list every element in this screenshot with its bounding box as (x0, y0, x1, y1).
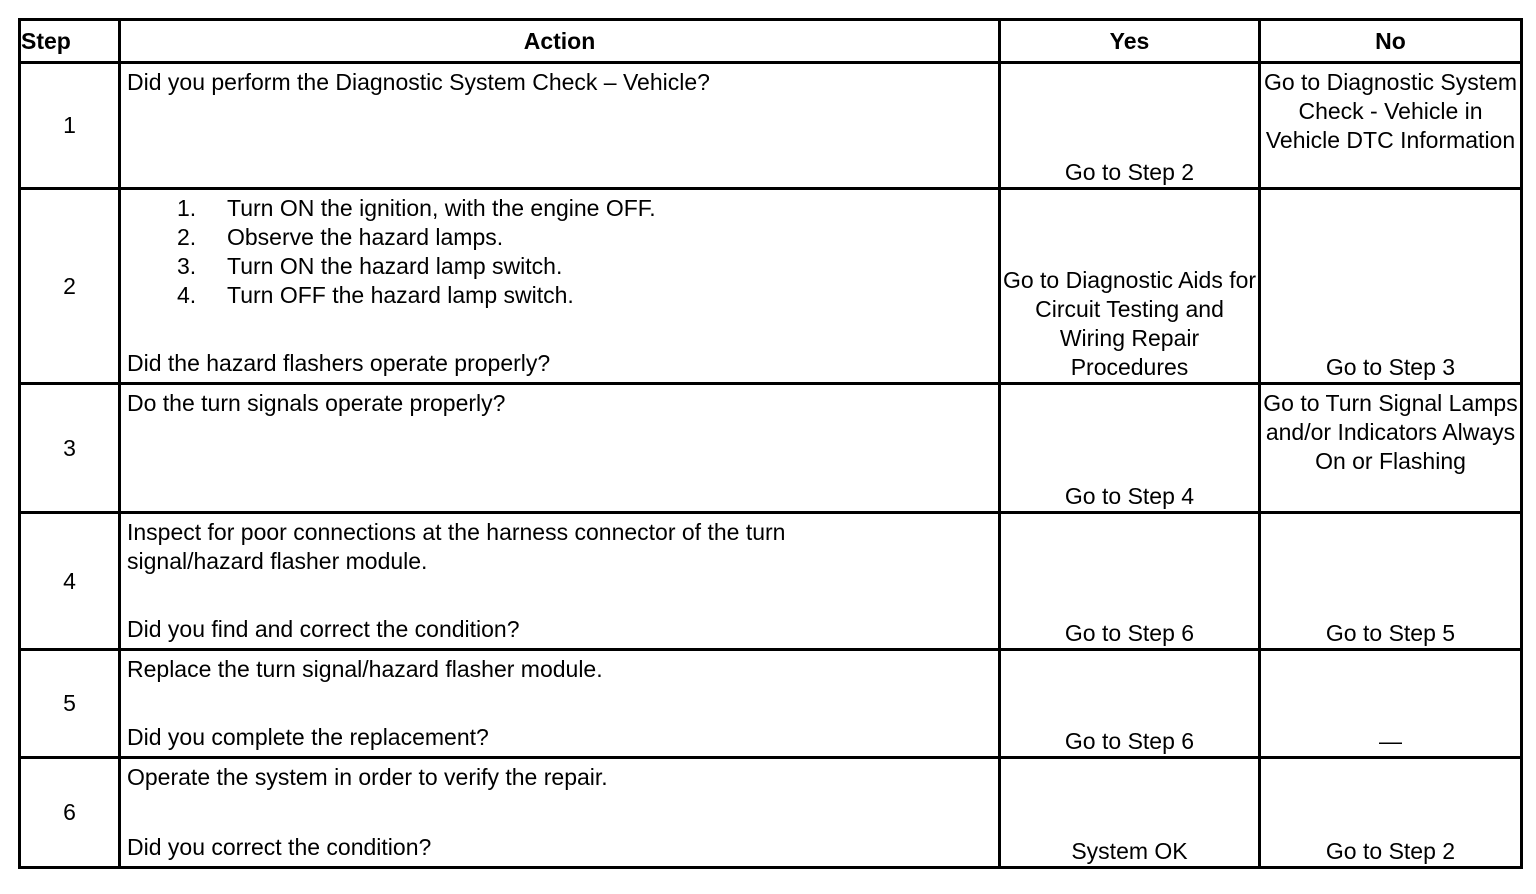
header-row (20, 20, 1522, 63)
yes-cell: System OK (1000, 758, 1260, 868)
action-text: Did you perform the Diagnostic System Check – Vehicle? (127, 69, 710, 95)
action-question: Did the hazard flashers operate properly? (127, 350, 551, 376)
list-item: 1. Turn ON the ignition, with the engine OFF. (177, 195, 656, 221)
action-cell (120, 758, 1000, 868)
action-cell (120, 189, 1000, 384)
step-number: 1 (20, 63, 120, 189)
action-text: Do the turn signals operate properly? (127, 390, 506, 416)
yes-cell: Go to Step 6 (1000, 513, 1260, 650)
yes-cell: Go to Step 6 (1000, 650, 1260, 758)
action-text: Inspect for poor connections at the harness connector of the turn signal/hazard flasher module. (127, 519, 786, 574)
list-item: 4. Turn OFF the hazard lamp switch. (177, 282, 574, 308)
no-cell: Go to Diagnostic System Check - Vehicle in Vehicle DTC Information (1260, 63, 1522, 189)
action-cell (120, 650, 1000, 758)
table-row (20, 758, 1522, 868)
table-row (20, 384, 1522, 513)
step-number: 5 (20, 650, 120, 758)
no-cell: Go to Turn Signal Lamps and/or Indicators Always On or Flashing (1260, 384, 1522, 513)
header-no: No (1260, 20, 1522, 63)
no-cell: Go to Step 2 (1260, 758, 1522, 868)
table-row (20, 189, 1522, 384)
no-cell: Go to Step 5 (1260, 513, 1522, 650)
header-yes: Yes (1000, 20, 1260, 63)
action-cell (120, 63, 1000, 189)
action-question: Did you find and correct the condition? (127, 616, 520, 642)
action-cell (120, 513, 1000, 650)
yes-cell: Go to Step 2 (1000, 63, 1260, 189)
step-number: 4 (20, 513, 120, 650)
list-item: 2. Observe the hazard lamps. (177, 224, 504, 250)
header-step: Step (20, 20, 120, 63)
no-cell: — (1260, 650, 1522, 758)
table-row (20, 513, 1522, 650)
yes-cell: Go to Diagnostic Aids for Circuit Testing and Wiring Repair Procedures (1000, 189, 1260, 384)
table-row (20, 63, 1522, 189)
yes-cell: Go to Step 4 (1000, 384, 1260, 513)
procedure-list (127, 194, 992, 310)
step-number: 2 (20, 189, 120, 384)
action-cell (120, 384, 1000, 513)
action-question: Did you complete the replacement? (127, 724, 489, 750)
no-cell: Go to Step 3 (1260, 189, 1522, 384)
step-number: 3 (20, 384, 120, 513)
header-action: Action (120, 20, 1000, 63)
table-row (20, 650, 1522, 758)
list-item: 3. Turn ON the hazard lamp switch. (177, 253, 563, 279)
action-text: Replace the turn signal/hazard flasher module. (127, 656, 603, 682)
action-text: Operate the system in order to verify the repair. (127, 764, 608, 790)
step-number: 6 (20, 758, 120, 868)
action-question: Did you correct the condition? (127, 834, 432, 860)
diagnostic-table (18, 18, 1523, 869)
